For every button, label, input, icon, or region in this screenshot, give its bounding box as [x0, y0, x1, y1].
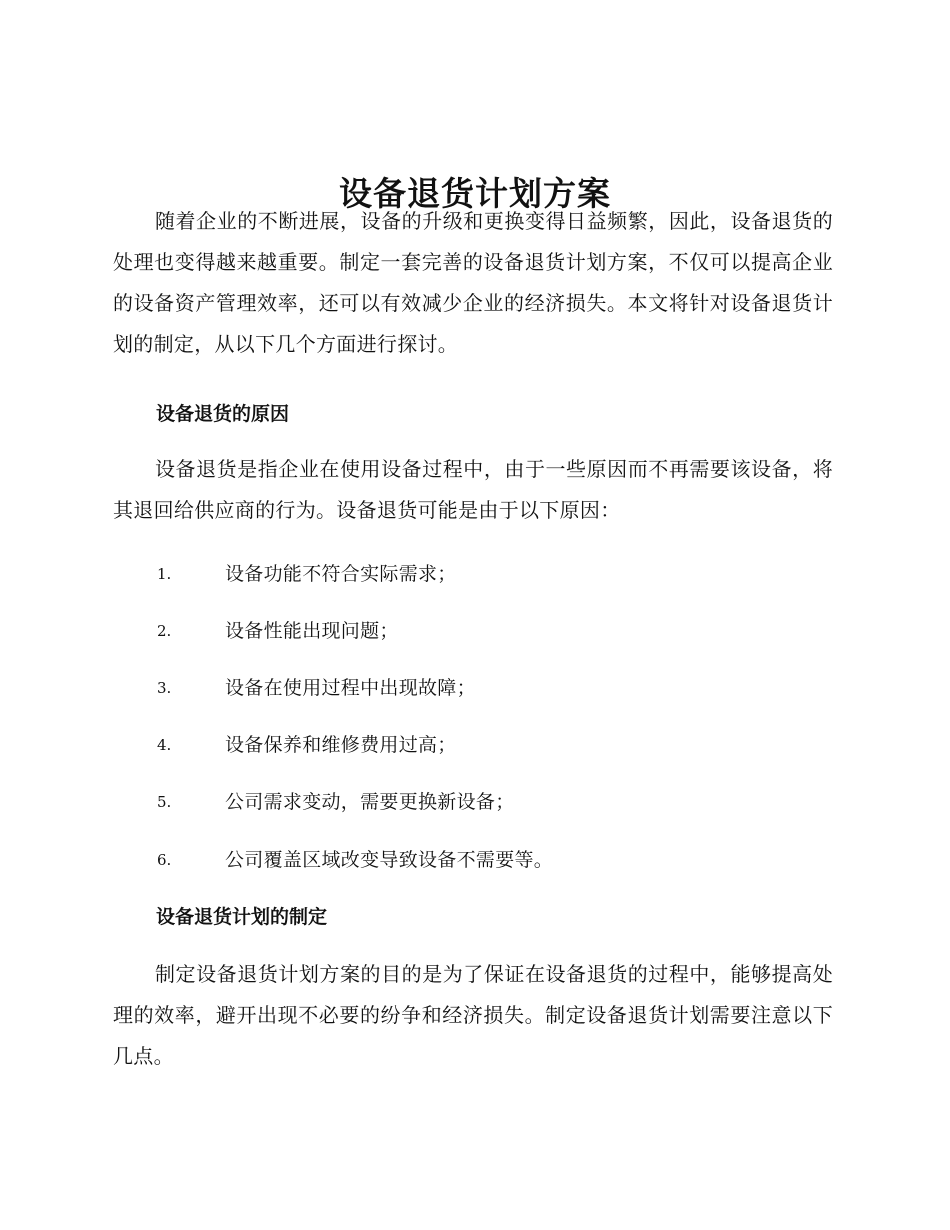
list-item [0, 559, 950, 589]
list-item-number: 3. [157, 679, 172, 697]
list-item [0, 730, 950, 760]
list-item-text: 公司需求变动，需要更换新设备； [225, 791, 515, 813]
list-item [0, 845, 950, 875]
list-item-number: 5. [157, 793, 172, 811]
list-item-text: 设备在使用过程中出现故障； [225, 677, 476, 699]
section-heading-reasons: 设备退货的原因 [156, 403, 290, 425]
list-item-text: 设备性能出现问题； [225, 620, 399, 642]
list-item [0, 787, 950, 817]
list-item-number: 6. [157, 851, 172, 869]
list-item-number: 4. [157, 736, 172, 754]
plan-paragraph: 制定设备退货计划方案的目的是为了保证在设备退货的过程中，能够提高处理的效率，避开出现不必要的纷争和经济损失。制定设备退货计划需要注意以下几点。 [113, 962, 833, 1068]
list-item-text: 设备保养和维修费用过高； [225, 734, 457, 756]
list-item [0, 673, 950, 703]
list-item-number: 2. [157, 622, 172, 640]
list-item-text: 设备功能不符合实际需求； [225, 563, 457, 585]
document-title: 设备退货计划方案 [339, 174, 611, 214]
list-item [0, 616, 950, 646]
list-item-number: 1. [157, 565, 172, 583]
section-heading-plan: 设备退货计划的制定 [156, 906, 328, 928]
list-item-text: 公司覆盖区域改变导致设备不需要等。 [225, 849, 554, 871]
reasons-paragraph: 设备退货是指企业在使用设备过程中，由于一些原因而不再需要该设备，将其退回给供应商的行为。设备退货可能是由于以下原因： [113, 457, 833, 522]
intro-paragraph: 随着企业的不断进展，设备的升级和更换变得日益频繁，因此，设备退货的处理也变得越来越重要。制定一套完善的设备退货计划方案，不仅可以提高企业的设备资产管理效率，还可以有效减少企业的经济损失。本文将针对设备退货计划的制定，从以下几个方面进行探讨。 [113, 209, 833, 356]
